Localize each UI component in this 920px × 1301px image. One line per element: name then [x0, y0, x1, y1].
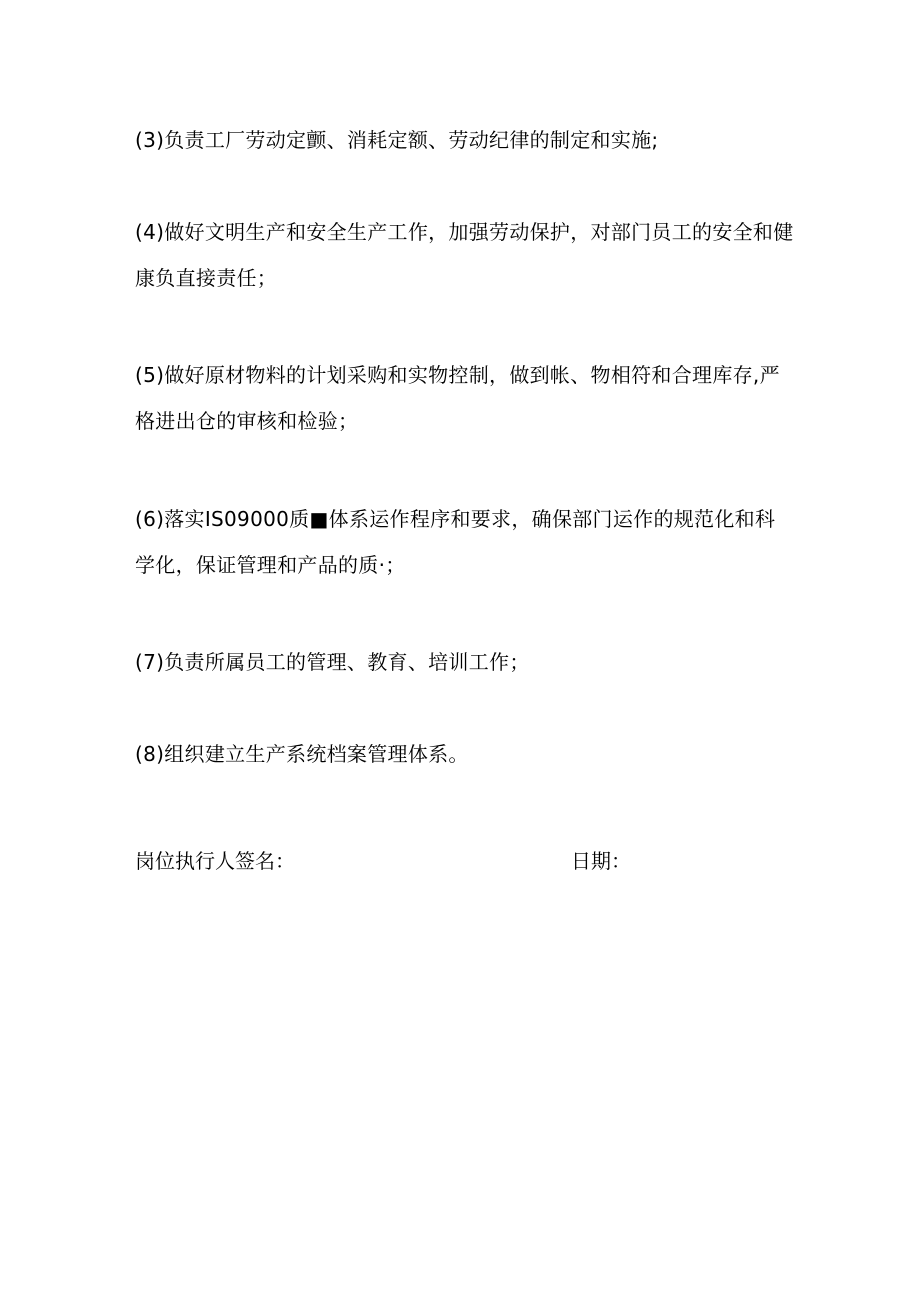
- duty-item-4: (4)做好文明生产和安全生产工作，加强劳动保护，对部门员工的安全和健康负直接责任；: [135, 220, 794, 290]
- duty-item-3: (3)负责工厂劳动定颤、消耗定额、劳动纪律的制定和实施;: [135, 128, 659, 152]
- duty-item-5: (5)做好原材物料的计划采购和实物控制，做到帐、物相符和合理库存,严格进出仓的审核和检验；: [135, 363, 780, 433]
- signature-label: 岗位执行人签名：: [135, 849, 295, 873]
- signature-row: [135, 838, 795, 884]
- date-label: 日期：: [571, 849, 631, 873]
- duty-item-6: (6)落实IS09000质■体系运作程序和要求，确保部门运作的规范化和科学化，保证管理和产品的质·；: [135, 507, 776, 577]
- duty-item-7: (7)负责所属员工的管理、教育、培训工作；: [135, 650, 530, 674]
- duty-item-8: (8)组织建立生产系统档案管理体系。: [135, 742, 469, 766]
